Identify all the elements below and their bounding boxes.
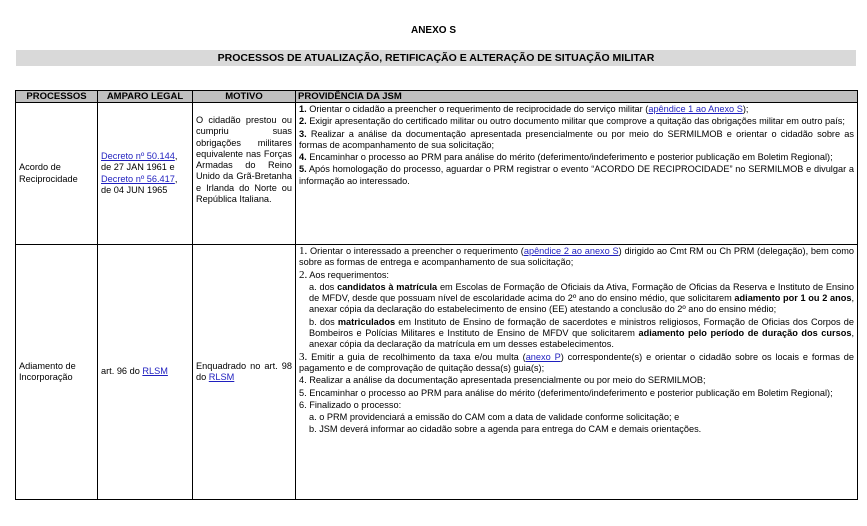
step-text: ) dirigido ao Cmt RM ou Ch PRM (delegação), bem como sobre as formas de entrega e acompanhamento de sua solicitação;: [299, 246, 854, 268]
step-text: Aos requerimentos:: [307, 269, 389, 280]
step-number: 1.: [299, 104, 307, 114]
processo-label: Adiamento de Incorporação: [19, 360, 76, 382]
step-text: Realizar a análise da documentação apresentada presencialmente ou por meio do SERMILMOB e orientar o cidadão sobre as formas de acompanhamento de sua solicitação;: [299, 128, 854, 150]
header-providencia: PROVIDÊNCIA DA JSM: [296, 91, 858, 103]
motivo-text: O cidadão prestou ou cumpriu suas obrigações militares equivalente nas Forças Armadas do Reino Unido da Grã-Bretanha e Irlanda do Norte ou República Italiana.: [196, 115, 292, 205]
step-number: 2.: [299, 116, 307, 127]
section-title: PROCESSOS DE ATUALIZAÇÃO, RETIFICAÇÃO E ALTERAÇÃO DE SITUAÇÃO MILITAR: [16, 50, 856, 66]
step-text: Orientar o interessado a preencher o requerimento (: [307, 246, 524, 256]
step-item: [299, 375, 854, 386]
amparo-text: , de 04 JUN 1965: [101, 173, 178, 195]
decreto-56417-link[interactable]: Decreto nº 56.417: [101, 173, 175, 184]
motivo-text: Enquadrado no art. 98 do: [196, 360, 292, 382]
annex-title: ANEXO S: [410, 25, 456, 36]
step-number: 5.: [299, 164, 307, 175]
step-number: 3.: [299, 128, 307, 139]
apendice-1-link[interactable]: apêndice 1 ao Anexo S: [648, 104, 743, 114]
step-text: );: [742, 104, 749, 114]
sub-text: b. JSM deverá informar ao cidadão sobre a agenda para entrega do CAM e demais orientações.: [309, 424, 702, 435]
step-item: [299, 129, 854, 152]
step-item: [299, 104, 854, 115]
step-item: [299, 246, 854, 269]
sub-bold: candidatos à matrícula: [337, 281, 438, 292]
sub-text: a. o PRM providenciará a emissão do CAM com a data de validade conforme solicitação; e: [309, 412, 680, 423]
step-text: 6. Finalizado o processo:: [299, 399, 402, 410]
sub-text: em Instituto de Ensino de formação de sacerdotes e ministros religiosos, Formação de Oficias dos Corpos de Bombeiros e Polícias Militares e Instituto de Ensino de MFDV que solicitarem: [309, 316, 854, 339]
processo-label: Acordo de Reciprocidade: [19, 162, 78, 184]
step-item: [299, 388, 854, 399]
sub-item: [299, 412, 854, 423]
amparo-text: art. 96 do: [101, 366, 143, 377]
motivo-cell: [193, 245, 296, 500]
rlsm-link[interactable]: RLSM: [208, 372, 235, 382]
step-item: [299, 352, 854, 375]
sub-text: , anexar cópia da declaração do estabelecimento de ensino (EE) atestando a conclusão do 2º ano do ensino médio;: [309, 293, 854, 315]
amparo-text: , de 27 JAN 1961 e: [101, 150, 178, 173]
step-item: [299, 152, 854, 163]
providencia-cell: [296, 245, 858, 500]
step-text: 4. Realizar a análise da documentação apresentada presencialmente ou por meio do SERMILMOB;: [299, 375, 706, 386]
decreto-50144-link[interactable]: Decreto nº 50.144: [101, 150, 175, 161]
step-number: 2.: [299, 268, 308, 281]
table-header-row: [16, 91, 858, 103]
providencia-cell: [296, 103, 858, 245]
table-row: [16, 245, 858, 500]
header-amparo-legal: AMPARO LEGAL: [98, 91, 193, 103]
step-number: 4.: [299, 152, 307, 163]
sub-bold: adiamento por 1 ou 2 anos: [734, 293, 852, 304]
motivo-cell: [193, 103, 296, 245]
sub-text: a. dos: [309, 281, 338, 292]
sub-bold: matriculados: [337, 316, 396, 327]
step-text: 5. Encaminhar o processo ao PRM para análise do mérito (deferimento/indeferimento e posterior publicação em Boletim Regional);: [299, 387, 833, 398]
sub-item: [299, 282, 854, 316]
step-item: [299, 164, 854, 187]
header-motivo: MOTIVO: [193, 91, 296, 103]
step-number: 1.: [299, 245, 308, 257]
sub-item: [299, 424, 854, 435]
step-number: 3.: [299, 350, 308, 363]
anexo-p-link[interactable]: anexo P: [525, 351, 561, 362]
processo-cell: [16, 245, 98, 500]
step-item: [299, 270, 854, 281]
process-table: [15, 90, 858, 500]
step-text: Exigir apresentação do certificado militar ou outro documento militar que comprove a quitação das obrigações militar em outro país;: [306, 116, 845, 127]
amparo-cell: [98, 245, 193, 500]
step-item: [299, 116, 854, 127]
step-item: [299, 400, 854, 411]
apendice-2-link[interactable]: apêndice 2 ao anexo S: [523, 246, 619, 256]
sub-text: em Escolas de Formação de Oficiais da Ativa, Formação de Oficias da Reserva e Instituto de Ensino de MFDV, desde que possuam nível de escolaridade acima do 2º ano do ensino médio, que solicitarem: [309, 281, 854, 304]
step-text: ) correspondente(s) e orientar o cidadão sobre os locais e formas de pagamento e de comprovação de quitação dessa(s) guia(s);: [299, 351, 854, 373]
processo-cell: [16, 103, 98, 245]
rlsm-link[interactable]: RLSM: [142, 366, 168, 377]
table-row: [16, 103, 858, 245]
header-processos: PROCESSOS: [16, 91, 98, 103]
step-text: Encaminhar o processo ao PRM para análise do mérito (deferimento/indeferimento e posterior publicação em Boletim Regional);: [306, 152, 833, 163]
step-text: Emitir a guia de recolhimento da taxa e/ou multa (: [307, 351, 526, 362]
sub-text: b. dos: [309, 316, 338, 327]
step-text: Após homologação do processo, aguardar o PRM registrar o evento “ACORDO DE RECIPROCIDADE” no SERMILMOB e divulgar a informação ao interessado.: [299, 164, 854, 186]
amparo-cell: [98, 103, 193, 245]
step-text: Orientar o cidadão a preencher o requerimento de reciprocidade do serviço militar (: [306, 104, 649, 114]
sub-bold: adiamento pelo período de duração dos cursos: [638, 328, 852, 339]
sub-text: , anexar cópia da declaração da matrícula em um desses estabelecimentos.: [309, 328, 854, 350]
sub-item: [299, 317, 854, 351]
